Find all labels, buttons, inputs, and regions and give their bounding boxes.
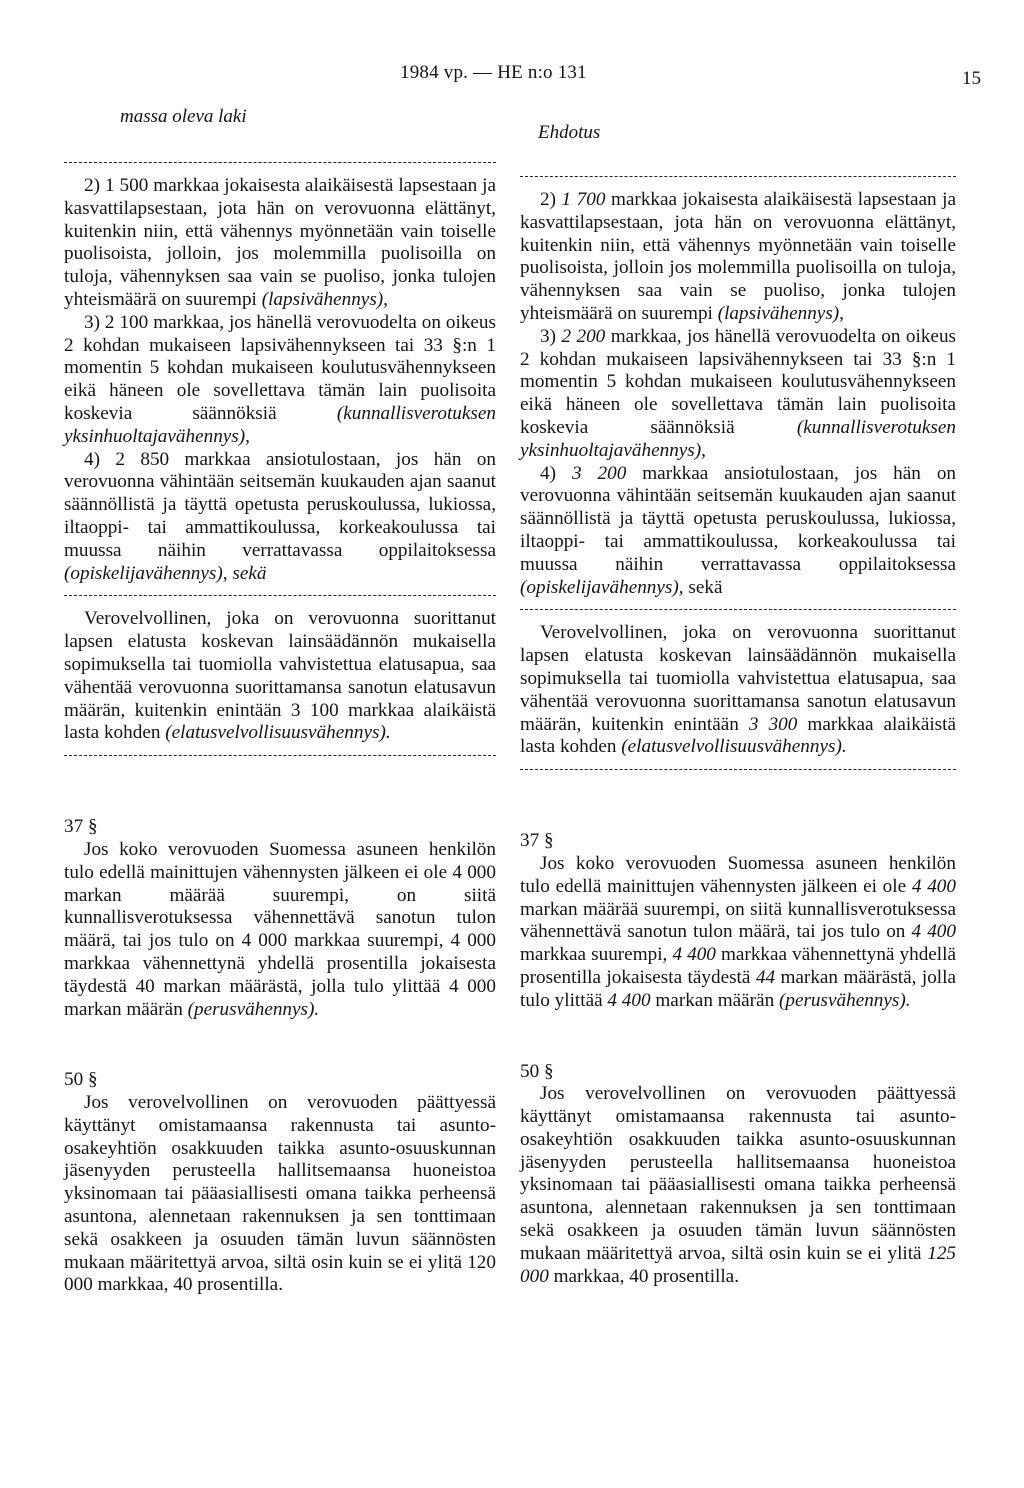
left-column (64, 152, 496, 1297)
left-section-37-heading: 37 § (64, 816, 98, 838)
omission-dashes (64, 162, 496, 163)
page-header (0, 62, 1024, 92)
left-section-50-text: Jos verovelvollinen on verovuoden päättyessä käyttänyt omistamaansa rakennusta tai asunto-osakeyhtiön osakkuuden taikka asunto-osuuskunnan jäsenyyden perusteella hallitsemaansa huoneistoa yksinomaan tai pääasiallisesti omana taikka perheensä asuntona, alennetaan rakennuksen ja sen tonttimaan sekä osakkeen ja osuuden tämän luvun säännösten mukaan määritettyä arvoa, siltä osin kuin se ei ylitä 120 000 markkaa, 40 prosentilla. (64, 1092, 496, 1296)
document-reference: 1984 vp. — HE n:o 131 (400, 62, 587, 83)
right-column (520, 166, 956, 1288)
right-item-2: 2) 1 700 markkaa jokaisesta alaikäisestä lapsestaan ja kasvattilapsestaan, jota hän on verovuonna elättänyt, kuitenkin niin, että vähennys myönnetään vain toiselle puolisoista, jolloin jos molemmilla puolisoilla on tuloja, vähennyksen saa vain se puoliso, jonka tulojen yhteismäärä on suurempi (lapsivähennys), (520, 189, 957, 324)
left-section-50-heading: 50 § (64, 1069, 98, 1091)
right-elatus-paragraph: Verovelvollinen, joka on verovuonna suorittanut lapsen elatusta koskevan lainsäädännön mukaisella sopimuksella tai tuomiolla vahvistettua elatusapua, saa vähentää verovuonna suorittamansa sanotun elatusavun määrän, kuitenkin enintään 3 300 markkaa alaikäistä lasta kohden (elatusvelvollisuusvähennys). (520, 622, 956, 758)
left-column-title: massa oleva laki (120, 106, 247, 127)
right-section-37-text: Jos koko verovuoden Suomessa asuneen henkilön tulo edellä mainittujen vähennysten jälkeen ei ole 4 400 markan määrää suurempi, on siitä kunnallisverotuksessa vähennettävä sanotun tulon määrä, tai jos tulo on 4 400 markkaa suurempi, 4 400 markkaa vähennettynä yhdellä prosentilla jokaisesta täydestä 44 markan määrästä, jolla tulo ylittää 4 400 markan määrän (perusvähennys). (520, 852, 956, 1011)
right-section-37-heading: 37 § (520, 830, 554, 852)
omission-dashes (520, 609, 956, 610)
left-section-37-text: Jos koko verovuoden Suomessa asuneen henkilön tulo edellä mainittujen vähennysten jälkeen ei ole 4 000 markan määrää suurempi, on siitä kunnallisverotuksessa vähennettävä sanotun tulon määrä, tai jos tulo on 4 000 markkaa suurempi, 4 000 markkaa vähennettynä yhdellä prosentilla jokaisesta täydestä 40 markan määrästä, jolla tulo ylittää 4 000 markan määrän (perusvähennys). (64, 838, 496, 1020)
right-column-title: Ehdotus (538, 122, 601, 143)
left-item-4: 4) 2 850 markkaa ansiotulostaan, jos hän on verovuonna vähintään seitsemän kuukauden ajan saanut säännöllistä ja täyttä opetusta peruskoulussa, lukiossa, iltaoppi- tai ammattikoulussa, korkeakoulussa tai muussa näihin verrattavassa oppilaitoksessa (opiskelijavähennys), sekä (64, 448, 496, 584)
left-item-3: 3) 2 100 markkaa, jos hänellä verovuodelta on oikeus 2 kohdan mukaiseen lapsivähennykseen tai 33 §:n 1 momentin 5 kohdan mukaiseen koulutusvähennykseen eikä häneen ole sovellettava tämän lain puolisoita koskevia säännöksiä (kunnallisverotuksen yksinhuoltajavähennys), (64, 311, 496, 447)
omission-dashes (64, 755, 496, 756)
omission-dashes (64, 595, 496, 596)
omission-dashes (520, 176, 956, 177)
right-item-4: 4) 3 200 markkaa ansiotulostaan, jos hän on verovuonna vähintään seitsemän kuukauden ajan saanut säännöllistä ja täyttä opetusta peruskoulussa, lukiossa, iltaoppi- tai ammattikoulussa, korkeakoulussa tai muussa näihin verrattavassa oppilaitoksessa (opiskelijavähennys), sekä (520, 462, 957, 598)
right-section-50-heading: 50 § (520, 1060, 554, 1082)
left-elatus-paragraph: Verovelvollinen, joka on verovuonna suorittanut lapsen elatusta koskevan lainsäädännön mukaisella sopimuksella tai tuomiolla vahvistettua elatusapua, saa vähentää verovuonna suorittamansa sanotun elatusavun määrän, kuitenkin enintään 3 100 markkaa alaikäistä lasta kohden (elatusvelvollisuusvähennys). (64, 608, 496, 744)
left-item-2: 2) 1 500 markkaa jokaisesta alaikäisestä lapsestaan ja kasvattilapsestaan, jota hän on verovuonna elättänyt, kuitenkin niin, että vähennys myönnetään vain toiselle puolisoista, jolloin, jos molemmilla puolisoilla on tuloja, vähennyksen saa vain se puoliso, jonka tulojen yhteismäärä on suurempi (lapsivähennys), (64, 175, 496, 310)
right-item-3: 3) 2 200 markkaa, jos hänellä verovuodelta on oikeus 2 kohdan mukaiseen lapsivähennykseen tai 33 §:n 1 momentin 5 kohdan mukaiseen koulutusvähennykseen eikä häneen ole sovellettava tämän lain puolisoita koskevia säännöksiä (kunnallisverotuksen yksinhuoltajavähennys), (520, 325, 957, 461)
omission-dashes (520, 769, 956, 770)
page-number: 15 (962, 68, 981, 89)
right-section-50-text: Jos verovelvollinen on verovuoden päättyessä käyttänyt omistamaansa rakennusta tai asunto-osakeyhtiön osakkuuden taikka asunto-osuuskunnan jäsenyyden perusteella hallitsemaansa huoneistoa yksinomaan tai pääasiallisesti omana taikka perheensä asuntona, alennetaan rakennuksen ja sen tonttimaan sekä osakkeen ja osuuden tämän luvun säännösten mukaan määritettyä arvoa, siltä osin kuin se ei ylitä 125 000 markkaa, 40 prosentilla. (520, 1083, 956, 1287)
